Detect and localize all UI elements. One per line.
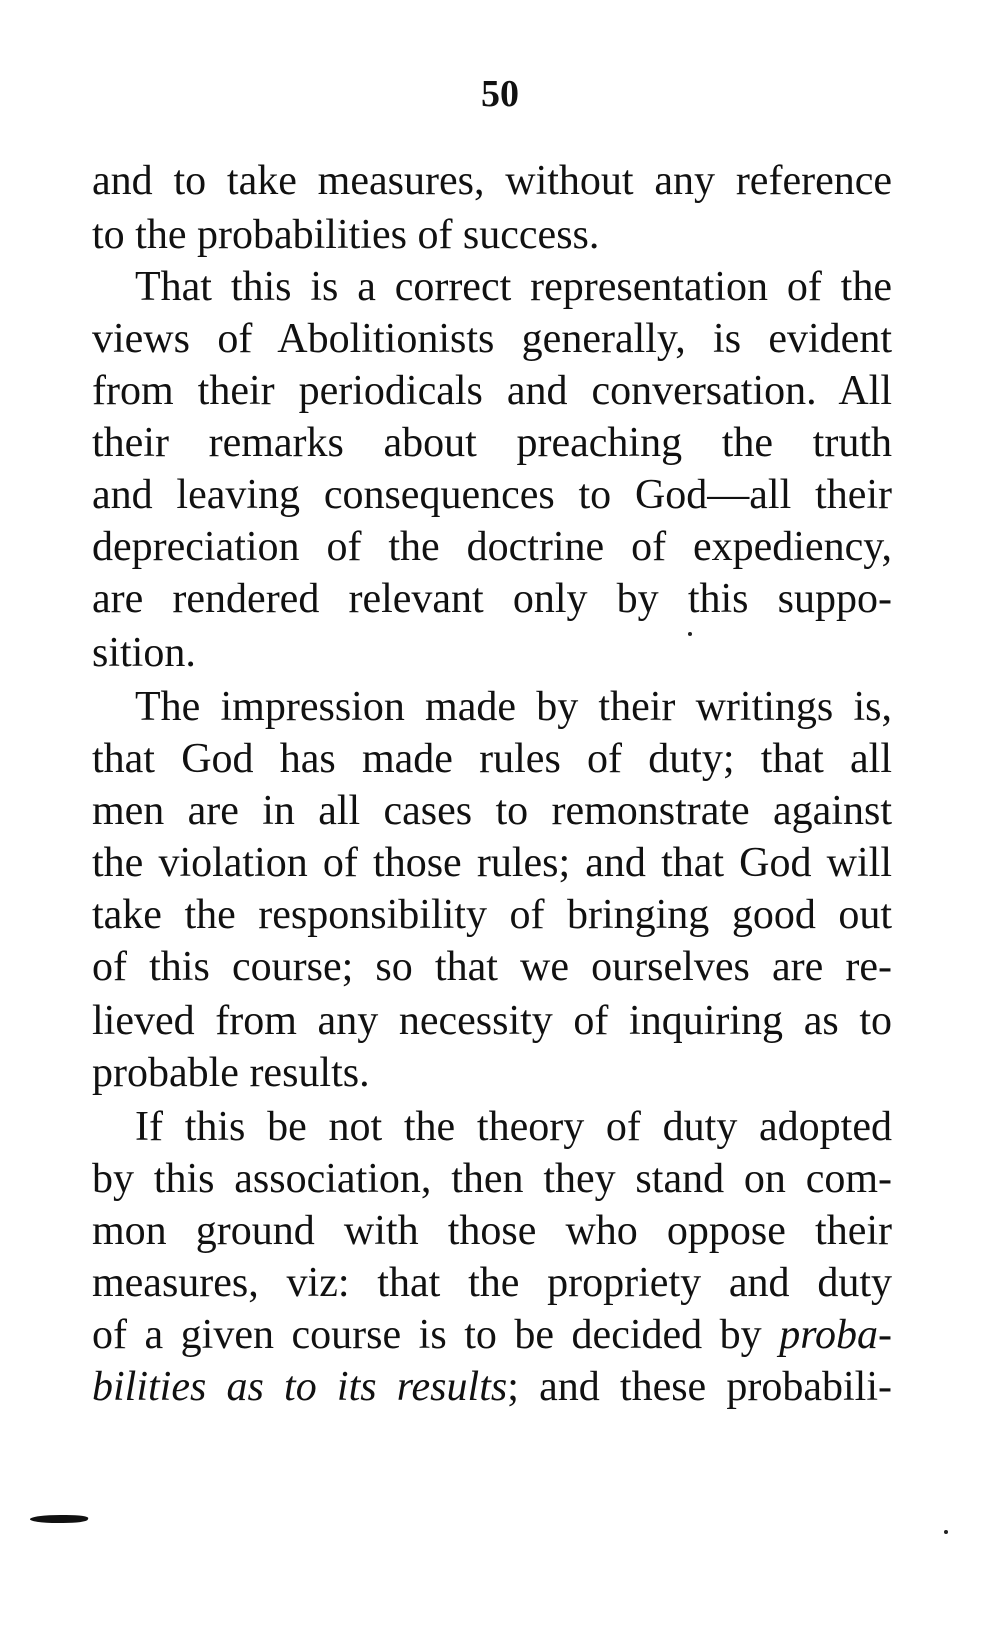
italic-text: bilities as to its results xyxy=(92,1364,508,1410)
text-line: from their periodicals and conversation. All xyxy=(92,368,892,414)
text-segment: ; and these probabili- xyxy=(507,1364,892,1410)
text-line: and to take measures, without any reference xyxy=(92,158,892,204)
paragraph-start-line: The impression made by their writings is, xyxy=(135,684,892,730)
text-line: of this course; so that we ourselves are re- xyxy=(92,944,892,990)
italic-text: proba- xyxy=(779,1312,892,1358)
text-line xyxy=(92,1308,892,1362)
text-line: lieved from any necessity of inquiring as to xyxy=(92,998,892,1044)
paragraph-start-line: If this be not the theory of duty adopted xyxy=(135,1104,892,1150)
text-line: measures, viz: that the propriety and duty xyxy=(92,1260,892,1306)
text-line: the violation of those rules; and that God will xyxy=(92,840,892,886)
paragraph-start-line: That this is a correct representation of the xyxy=(135,264,892,310)
text-line: their remarks about preaching the truth xyxy=(92,420,892,466)
text-line: men are in all cases to remonstrate against xyxy=(92,788,892,834)
ink-speck xyxy=(688,632,692,636)
ink-speck xyxy=(944,1530,948,1534)
text-line: that God has made rules of duty; that all xyxy=(92,736,892,782)
text-line: mon ground with those who oppose their xyxy=(92,1208,892,1254)
text-line: to the probabilities of success. xyxy=(92,212,600,258)
text-line: by this association, then they stand on com- xyxy=(92,1156,892,1202)
ink-smudge xyxy=(29,1515,90,1523)
text-line: probable results. xyxy=(92,1050,370,1096)
page-number: 50 xyxy=(481,73,519,115)
text-segment: of a given course is to be decided by xyxy=(92,1312,762,1358)
text-line: depreciation of the doctrine of expediency, xyxy=(92,524,892,570)
text-line: sition. xyxy=(92,630,196,676)
text-line: views of Abolitionists generally, is evident xyxy=(92,316,892,362)
text-line: are rendered relevant only by this suppo- xyxy=(92,576,892,622)
text-line: and leaving consequences to God—all their xyxy=(92,472,892,518)
text-line xyxy=(92,1360,892,1414)
text-line: take the responsibility of bringing good out xyxy=(92,892,892,938)
